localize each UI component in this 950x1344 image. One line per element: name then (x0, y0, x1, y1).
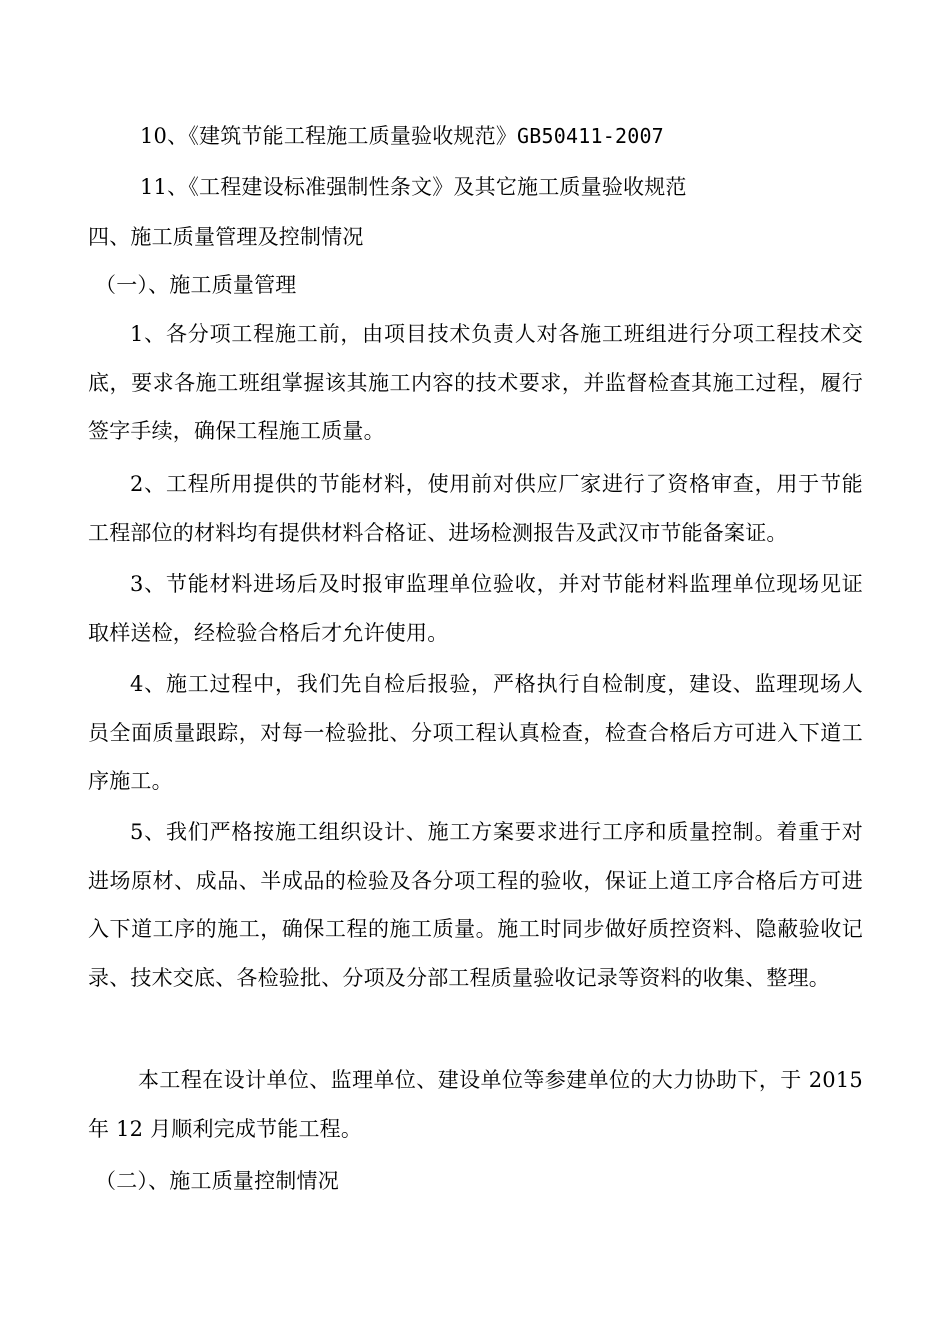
reference-11: 11、《工程建设标准强制性条文》及其它施工质量验收规范 (140, 175, 687, 199)
reference-10 (140, 121, 664, 151)
quality-item-3: 3、节能材料进场后及时报审监理单位验收，并对节能材料监理单位现场见证取样送检，经检验合格后才允许使用。 (88, 572, 863, 645)
reference-10-code: GB50411-2007 (517, 124, 664, 148)
subsection-2-heading: （二）、施工质量控制情况 (95, 1169, 339, 1193)
quality-item-4: 4、施工过程中，我们先自检后报验，严格执行自检制度，建设、监理现场人员全面质量跟踪，对每一检验批、分项工程认真检查，检查合格后方可进入下道工序施工。 (88, 672, 863, 793)
closing-paragraph: 本工程在设计单位、监理单位、建设单位等参建单位的大力协助下，于 2015 年 12 月顺利完成节能工程。 (88, 1068, 863, 1141)
quality-item-5: 5、我们严格按施工组织设计、施工方案要求进行工序和质量控制。着重于对进场原材、成品、半成品的检验及各分项工程的验收，保证上道工序合格后方可进入下道工序的施工，确保工程的施工质量。施工时同步做好质控资料、隐蔽验收记录、技术交底、各检验批、分项及分部工程质量验收记录等资料的收集、整理。 (88, 820, 863, 990)
quality-item-2: 2、工程所用提供的节能材料，使用前对供应厂家进行了资格审查，用于节能工程部位的材料均有提供材料合格证、进场检测报告及武汉市节能备案证。 (88, 472, 863, 545)
quality-item-1: 1、各分项工程施工前，由项目技术负责人对各施工班组进行分项工程技术交底，要求各施工班组掌握该其施工内容的技术要求，并监督检查其施工过程，履行签字手续，确保工程施工质量。 (88, 322, 863, 443)
reference-10-title: 《建筑节能工程施工质量验收规范》 (188, 124, 518, 148)
section-4-heading: 四、施工质量管理及控制情况 (88, 225, 364, 249)
reference-10-prefix: 10、 (140, 124, 189, 148)
subsection-1-heading: （一）、施工质量管理 (95, 273, 297, 297)
